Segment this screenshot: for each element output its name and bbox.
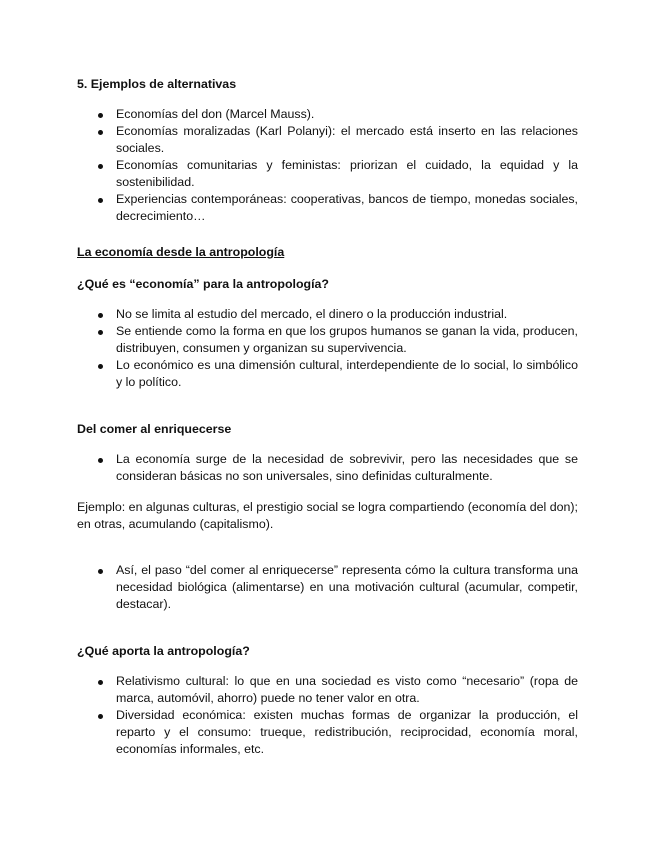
bullet-list <box>96 562 578 613</box>
section-heading: ¿Qué aporta la antropología? <box>77 644 250 658</box>
bullet-list <box>96 306 578 391</box>
list-item: Economías comunitarias y feministas: priorizan el cuidado, la equidad y la sostenibilidad. <box>96 157 578 191</box>
section-heading: Del comer al enriquecerse <box>77 422 232 436</box>
list-item: La economía surge de la necesidad de sobrevivir, pero las necesidades que se consideran básicas no son universales, sino definidas culturalmente. <box>96 451 578 485</box>
section-heading: ¿Qué es “economía” para la antropología? <box>77 277 329 291</box>
section-heading: 5. Ejemplos de alternativas <box>77 77 237 91</box>
bullet-list <box>96 451 578 485</box>
example-paragraph: Ejemplo: en algunas culturas, el prestigio social se logra compartiendo (economía del don); en otras, acumulando (capitalismo). <box>77 500 578 531</box>
list-item: Experiencias contemporáneas: cooperativas, bancos de tiempo, monedas sociales, decrecimiento… <box>96 191 578 225</box>
list-item: Lo económico es una dimensión cultural, interdependiente de lo social, lo simbólico y lo político. <box>96 357 578 391</box>
section-title: La economía desde la antropología <box>77 245 285 259</box>
list-item: Así, el paso “del comer al enriquecerse” representa cómo la cultura transforma una necesidad biológica (alimentarse) en una motivación cultural (acumular, competir, destacar). <box>96 562 578 613</box>
list-item: Diversidad económica: existen muchas formas de organizar la producción, el reparto y el consumo: trueque, redistribución, reciprocidad, economía moral, economías informales, etc. <box>96 707 578 758</box>
list-item: Relativismo cultural: lo que en una sociedad es visto como “necesario” (ropa de marca, automóvil, ahorro) puede no tener valor en otra. <box>96 673 578 707</box>
list-item: Economías del don (Marcel Mauss). <box>96 106 578 123</box>
bullet-list <box>96 673 578 758</box>
list-item: No se limita al estudio del mercado, el dinero o la producción industrial. <box>96 306 578 323</box>
list-item: Se entiende como la forma en que los grupos humanos se ganan la vida, producen, distribuyen, consumen y organizan su supervivencia. <box>96 323 578 357</box>
list-item: Economías moralizadas (Karl Polanyi): el mercado está inserto en las relaciones sociales. <box>96 123 578 157</box>
bullet-list <box>96 106 578 225</box>
